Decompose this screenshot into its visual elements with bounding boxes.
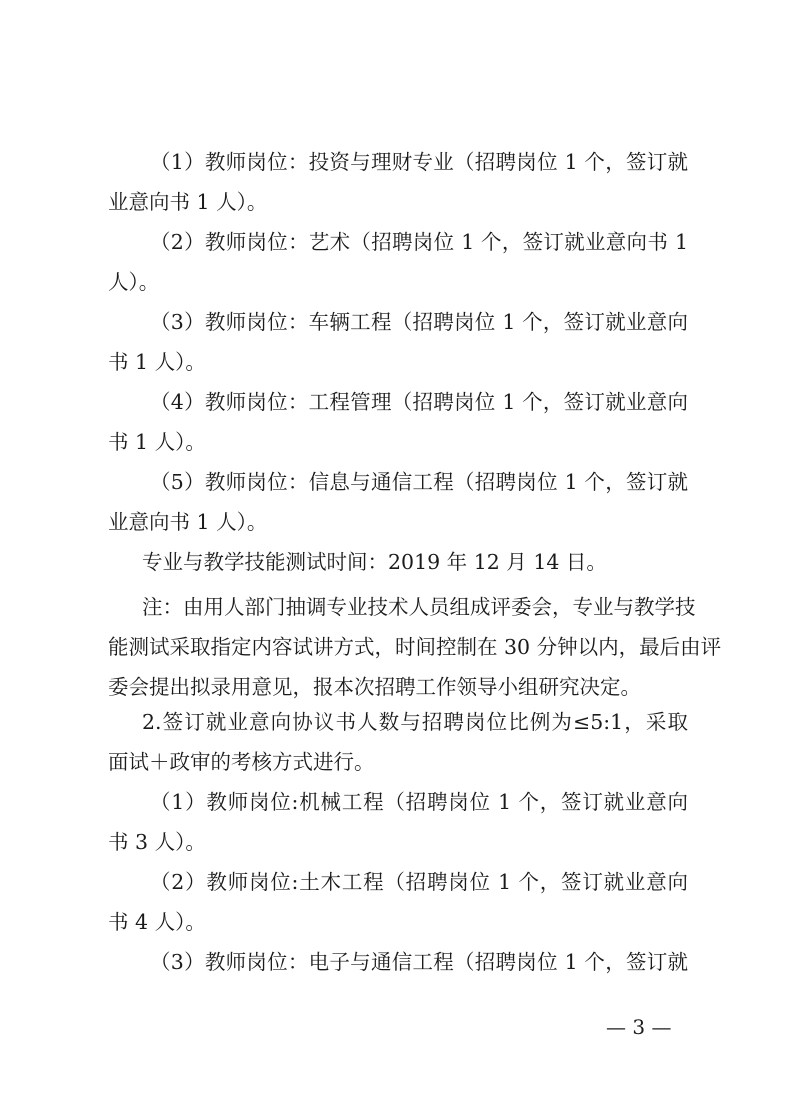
section-2-line-1: 2.签订就业意向协议书人数与招聘岗位比例为≤5:1，采取 [142, 710, 688, 734]
paragraph-1-line-2: 业意向书 1 人）。 [108, 190, 268, 214]
section-2-line-2: 面试＋政审的考核方式进行。 [108, 750, 375, 774]
paragraph-3-line-1: （3）教师岗位：车辆工程（招聘岗位 1 个，签订就业意向 [150, 310, 688, 334]
note-line-2: 能测试采取指定内容试讲方式，时间控制在 30 分钟以内，最后由评 [108, 635, 722, 659]
paragraph-5-line-2: 业意向书 1 人）。 [108, 510, 268, 534]
paragraph-4-line-1: （4）教师岗位：工程管理（招聘岗位 1 个，签订就业意向 [150, 390, 688, 414]
paragraph-5-line-1: （5）教师岗位：信息与通信工程（招聘岗位 1 个，签订就 [150, 470, 688, 494]
paragraph-1-line-1: （1）教师岗位：投资与理财专业（招聘岗位 1 个，签订就 [150, 150, 688, 174]
section-2-item-2-line-2: 书 4 人）。 [108, 910, 206, 934]
test-time-line: 专业与教学技能测试时间：2019 年 12 月 14 日。 [142, 550, 607, 574]
section-2-item-1-line-1: （1）教师岗位:机械工程（招聘岗位 1 个，签订就业意向 [150, 790, 688, 814]
section-2-item-3-line-1: （3）教师岗位：电子与通信工程（招聘岗位 1 个，签订就 [150, 950, 688, 974]
paragraph-2-line-1: （2）教师岗位：艺术（招聘岗位 1 个，签订就业意向书 1 [150, 230, 688, 254]
note-line-1: 注：由用人部门抽调专业技术人员组成评委会，专业与教学技 [142, 595, 696, 619]
paragraph-4-line-2: 书 1 人）。 [108, 430, 206, 454]
section-2-item-2-line-1: （2）教师岗位:土木工程（招聘岗位 1 个，签订就业意向 [150, 870, 688, 894]
section-2-item-1-line-2: 书 3 人）。 [108, 830, 206, 854]
note-line-3: 委会提出拟录用意见，报本次招聘工作领导小组研究决定。 [108, 675, 641, 699]
paragraph-3-line-2: 书 1 人）。 [108, 350, 206, 374]
paragraph-2-line-2: 人）。 [108, 270, 160, 294]
page-number: — 3 — [606, 1015, 672, 1039]
